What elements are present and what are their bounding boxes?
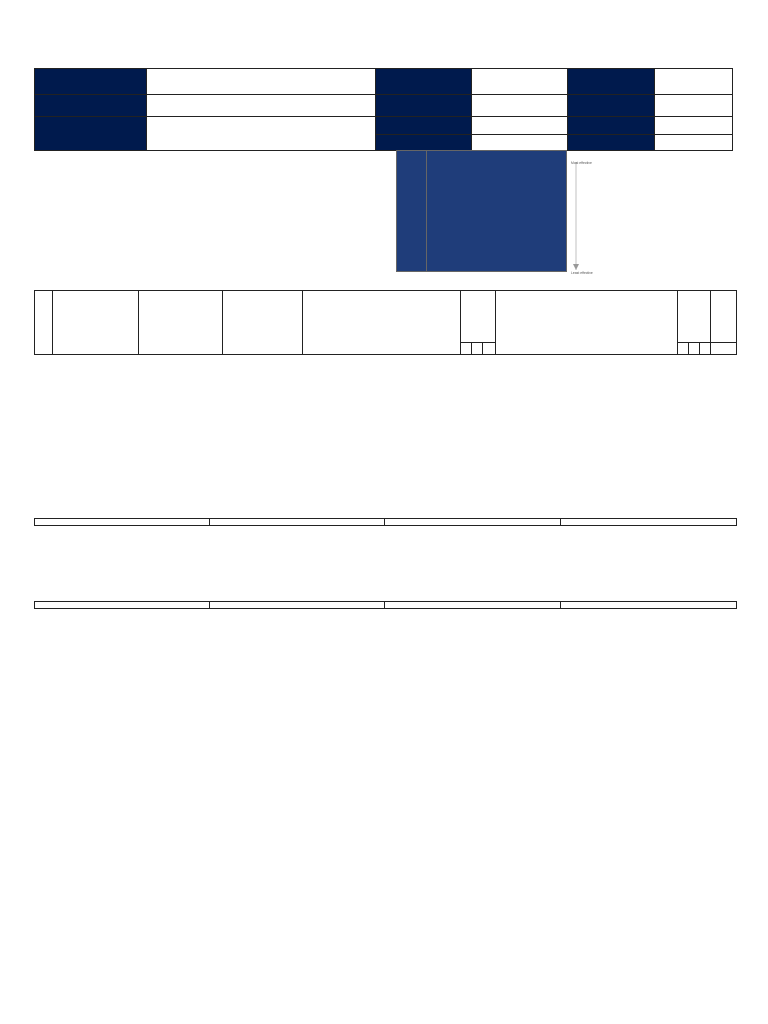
least-effective-label: Least effective xyxy=(571,271,593,275)
approved-value xyxy=(472,135,568,151)
project-value xyxy=(472,69,568,95)
existing-risk-header xyxy=(461,291,496,343)
risk-table-page2 xyxy=(34,618,736,948)
rs-header xyxy=(689,343,700,355)
sn-header xyxy=(35,291,53,355)
prepared-value xyxy=(472,95,568,117)
signature-2 xyxy=(655,117,733,135)
table-row xyxy=(35,355,737,467)
severity-matrix xyxy=(34,148,390,272)
version xyxy=(561,519,737,526)
activity-header xyxy=(53,291,139,355)
published-date xyxy=(35,602,210,609)
page2-meta-table xyxy=(34,601,737,609)
signature-label-1 xyxy=(568,95,655,117)
likelihood-header xyxy=(397,151,427,272)
ra-date-label xyxy=(568,69,655,95)
l-header xyxy=(461,343,472,355)
hazard-header xyxy=(139,291,223,355)
most-effective-label: Most effective xyxy=(571,161,592,165)
next-review-date xyxy=(385,602,561,609)
prepared-label xyxy=(376,95,472,117)
name-sign-header xyxy=(711,343,737,355)
title-label xyxy=(35,69,147,95)
approved-by-header xyxy=(711,291,737,343)
project-label xyxy=(376,69,472,95)
table-row xyxy=(34,768,736,948)
committee-label xyxy=(35,117,147,151)
signature-1 xyxy=(655,95,733,117)
additional-controls-header xyxy=(496,291,678,355)
s-header xyxy=(472,343,483,355)
number-label xyxy=(35,95,147,117)
risk-table-page1 xyxy=(34,290,737,467)
reviewed-value xyxy=(472,117,568,135)
residual-risk-header xyxy=(678,291,711,343)
rl-header xyxy=(678,343,689,355)
consequence-header xyxy=(223,291,303,355)
table-row xyxy=(34,618,736,768)
last-review-date xyxy=(210,602,385,609)
controls-header xyxy=(303,291,461,355)
footer-doc-table xyxy=(34,518,737,526)
header-info-table xyxy=(34,68,733,151)
rr-header xyxy=(483,343,496,355)
parent-doc xyxy=(35,519,210,526)
descriptor-header xyxy=(427,151,567,272)
rrr-header xyxy=(700,343,711,355)
committee-value xyxy=(147,117,376,151)
likelihood-table xyxy=(396,150,567,272)
number-value xyxy=(147,95,376,117)
hierarchy-pyramid xyxy=(568,156,734,276)
revision xyxy=(385,519,561,526)
doc-validity xyxy=(561,602,737,609)
ra-date-value xyxy=(655,69,733,95)
title-value xyxy=(147,69,376,95)
reviewed-label xyxy=(376,117,472,135)
signature-label-2 xyxy=(568,117,655,135)
doc-number xyxy=(210,519,385,526)
hierarchy-of-controls xyxy=(568,148,734,274)
